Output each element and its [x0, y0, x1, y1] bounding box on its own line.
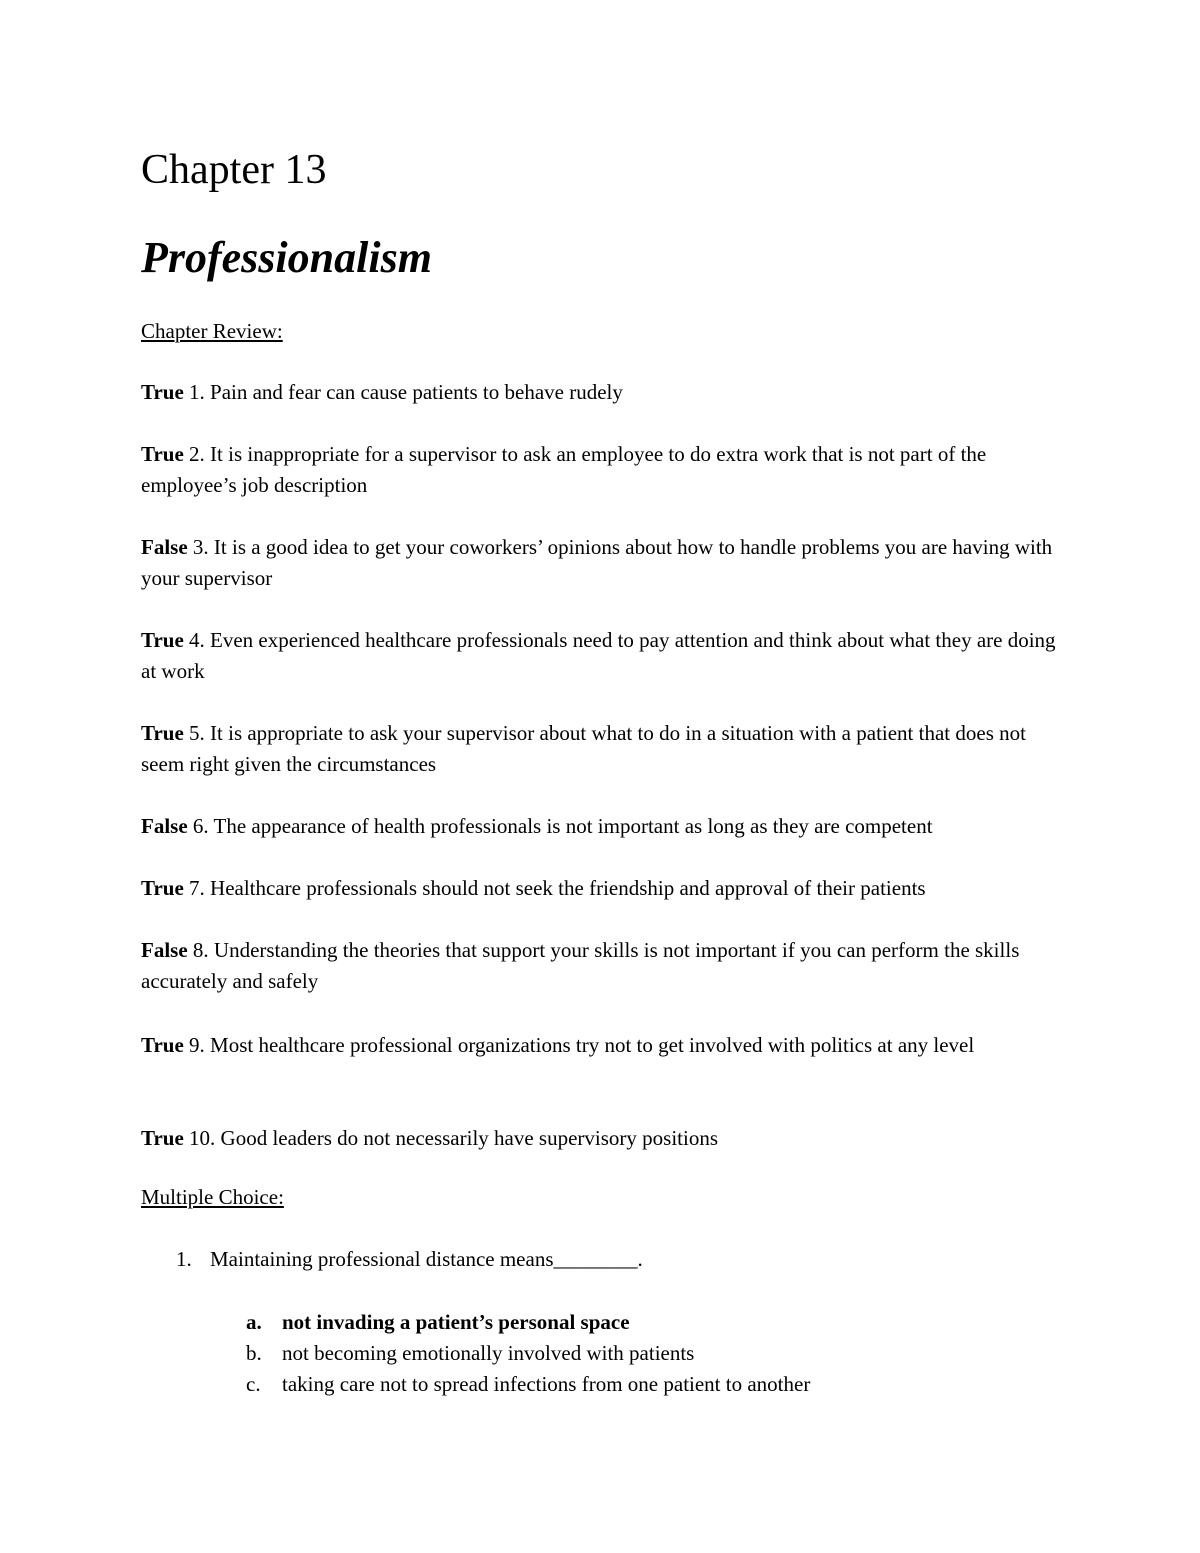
mc-question [176, 1244, 643, 1275]
mc-question-text: Maintaining professional distance means________. [210, 1247, 643, 1271]
tf-item [141, 935, 1061, 997]
tf-statement: 4. Even experienced healthcare professionals need to pay attention and think about what they are doing at work [141, 628, 1056, 683]
mc-option-text: taking care not to spread infections from one patient to another [282, 1372, 811, 1396]
tf-statement: 1. Pain and fear can cause patients to behave rudely [183, 380, 623, 404]
mc-option-b [246, 1338, 810, 1369]
chapter-title: Professionalism [141, 233, 432, 282]
mc-option-c [246, 1369, 810, 1400]
chapter-review-label: Chapter Review: [141, 319, 283, 343]
mc-option-text: not invading a patient’s personal space [282, 1310, 630, 1334]
tf-item [141, 811, 1061, 842]
tf-statement: 10. Good leaders do not necessarily have supervisory positions [183, 1126, 719, 1150]
tf-statement: 9. Most healthcare professional organizations try not to get involved with politics at any level [183, 1033, 975, 1057]
tf-statement: 8. Understanding the theories that support your skills is not important if you can perform the skills accurately and safely [141, 938, 1020, 993]
tf-statement: 3. It is a good idea to get your coworkers’ opinions about how to handle problems you are having with your supervisor [141, 535, 1053, 590]
tf-statement: 5. It is appropriate to ask your supervisor about what to do in a situation with a patient that does not seem right given the circumstances [141, 721, 1026, 776]
tf-answer: True [141, 876, 184, 900]
mc-option-letter: b. [246, 1341, 262, 1365]
mc-option-letter: a. [246, 1310, 262, 1334]
tf-item [141, 439, 1061, 501]
tf-item [141, 1123, 1061, 1154]
multiple-choice-label: Multiple Choice: [141, 1185, 284, 1209]
tf-answer: True [141, 1126, 184, 1150]
tf-answer: True [141, 1033, 184, 1057]
tf-statement: 6. The appearance of health professionals is not important as long as they are competent [187, 814, 933, 838]
tf-answer: False [141, 535, 188, 559]
tf-answer: True [141, 442, 184, 466]
mc-options-list [246, 1307, 810, 1400]
chapter-heading: Chapter 13 [141, 147, 327, 193]
mc-option-a [246, 1307, 810, 1338]
tf-answer: True [141, 628, 184, 652]
mc-option-text: not becoming emotionally involved with patients [282, 1341, 695, 1365]
tf-answer: False [141, 814, 188, 838]
tf-item [141, 718, 1061, 780]
tf-answer: False [141, 938, 188, 962]
tf-item [141, 625, 1061, 687]
tf-item [141, 1030, 1061, 1061]
tf-answer: True [141, 380, 184, 404]
tf-item [141, 532, 1061, 594]
tf-statement: 7. Healthcare professionals should not seek the friendship and approval of their patients [183, 876, 926, 900]
tf-item [141, 873, 1061, 904]
mc-option-letter: c. [246, 1372, 261, 1396]
tf-answer: True [141, 721, 184, 745]
tf-statement: 2. It is inappropriate for a supervisor to ask an employee to do extra work that is not part of the employee’s job description [141, 442, 987, 497]
mc-question-number: 1. [176, 1247, 192, 1271]
tf-item [141, 377, 1061, 408]
